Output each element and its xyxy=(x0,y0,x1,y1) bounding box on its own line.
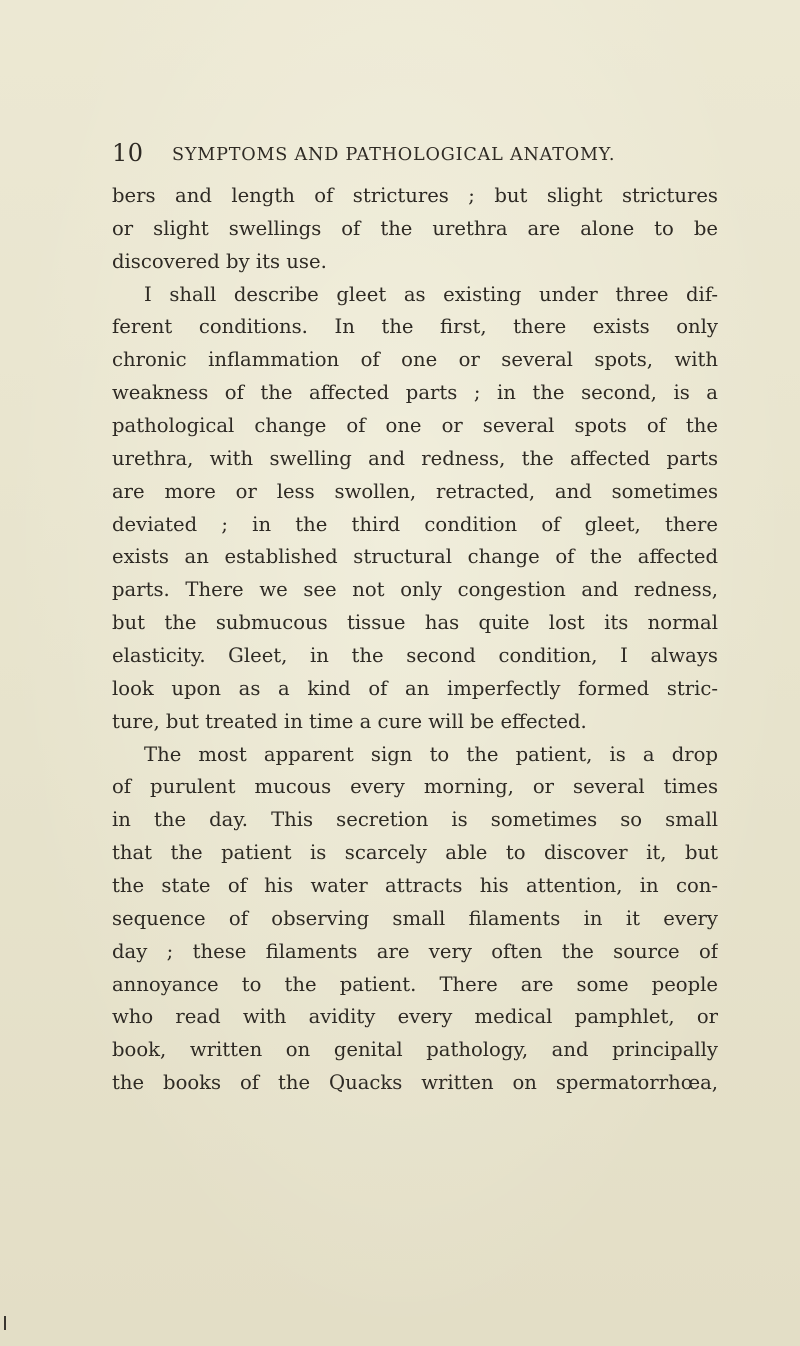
text-line: deviated ; in the third condition of gleet, there xyxy=(112,512,718,536)
text-line: ferent conditions. In the first, there exists only xyxy=(112,315,718,339)
scan-edge-mark xyxy=(4,1316,6,1330)
text-line: who read with avidity every medical pamphlet, or xyxy=(112,1005,718,1029)
text-line: The most apparent sign to the patient, is a drop xyxy=(144,742,718,766)
text-line: are more or less swollen, retracted, and sometimes xyxy=(112,479,718,503)
text-line: I shall describe gleet as existing under three dif- xyxy=(144,282,718,306)
body-text xyxy=(112,180,718,1100)
text-line: the books of the Quacks written on spermatorrhœa, xyxy=(112,1071,718,1095)
text-line: day ; these filaments are very often the source of xyxy=(112,939,718,963)
text-line: discovered by its use. xyxy=(112,249,327,273)
text-line: ture, but treated in time a cure will be effected. xyxy=(112,709,587,733)
text-line: or slight swellings of the urethra are alone to be xyxy=(112,216,718,240)
page-number: 10 xyxy=(112,139,144,167)
text-line: book, written on genital pathology, and principally xyxy=(112,1038,718,1062)
text-line: look upon as a kind of an imperfectly formed stric- xyxy=(112,676,718,700)
running-title: SYMPTOMS AND PATHOLOGICAL ANATOMY. xyxy=(172,145,616,165)
text-line: elasticity. Gleet, in the second condition, I always xyxy=(112,644,718,668)
text-line: of purulent mucous every morning, or several times xyxy=(112,775,718,799)
text-line: the state of his water attracts his attention, in con- xyxy=(112,874,718,898)
text-line: pathological change of one or several spots of the xyxy=(112,414,718,438)
text-line: parts. There we see not only congestion and redness, xyxy=(112,578,718,602)
text-line: but the submucous tissue has quite lost its normal xyxy=(112,611,718,635)
text-line: exists an established structural change of the affected xyxy=(112,545,718,569)
text-line: bers and length of strictures ; but slight strictures xyxy=(112,184,718,207)
text-line: urethra, with swelling and redness, the affected parts xyxy=(112,446,718,470)
running-head xyxy=(112,136,712,170)
text-line: in the day. This secretion is sometimes so small xyxy=(112,808,718,832)
text-line: annoyance to the patient. There are some people xyxy=(112,972,718,996)
text-line: weakness of the affected parts ; in the second, is a xyxy=(112,381,718,405)
text-line: chronic inflammation of one or several spots, with xyxy=(112,348,718,372)
text-line: that the patient is scarcely able to discover it, but xyxy=(112,841,718,865)
text-line: sequence of observing small filaments in it every xyxy=(112,906,718,930)
